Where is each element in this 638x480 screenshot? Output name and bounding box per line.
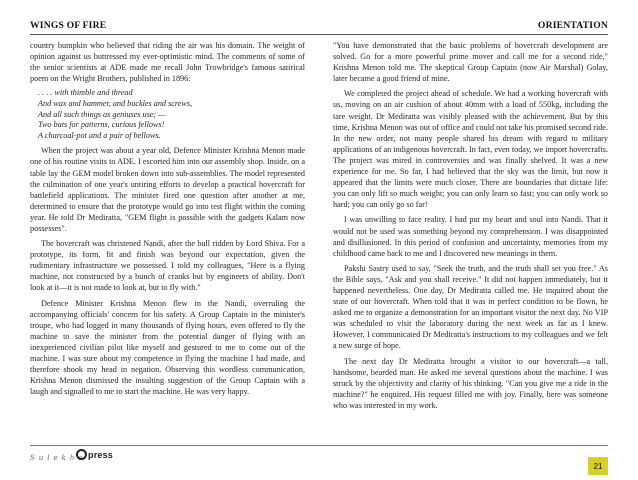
publisher-logo [76,449,113,460]
paragraph: I was unwilling to face reality. I had put my heart and soul into Nandi. That it would not be used was something beyond my comprehension. I was disappointed and disillusioned. In this period of confusion and uncertainty, memories from my childhood came back to me and I discovered new meanings in them. [333,215,608,258]
paragraph: Pakshi Sastry used to say, "Seek the truth, and the truth shall set you free." As the Bible says, "Ask and you shall receive." It did not happen immediately, but it happened nevertheless. One day, Dr Mediratta called me. He inquired about the state of our hovercraft. When told that it was in perfect condition to be flown, he asked me to organize a demonstration for an important visitor the next day. No VIP was scheduled to visit the laboratory during the next week as far as I knew. However, I communicated Dr Mediratta's instructions to my colleagues and we felt a new surge of hope. [333,263,608,351]
running-head-chapter-title: ORIENTATION [537,20,608,31]
poem-line: Two bats for patterns, curious fellows! [38,120,165,130]
poem-quote [38,88,305,141]
poem-line: And wax and hammer, and buckles and screws, [38,98,193,108]
poem-line: A charcoal-pot and a pair of bellows. [38,130,161,140]
paragraph: Defence Minister Krishna Menon flew in the Nandi, overruling the accompanying officials' concern for his safety. A Group Captain in the minister's troupe, who had logged in many thousands of flying hours, even offered to fly the machine to save the minister from the potential danger of flying with an inexperienced civilian pilot like myself and gestured to me to come out of the machine. I was sure about my competence in flying the machine I had made, and therefore shook my head in negation. Observing this wordless communication, Krishna Menon dismissed the insulting suggestion of the Group Captain with a laugh and signalled to me to start the machine. He was very happy. [30,298,305,397]
paragraph: We completed the project ahead of schedule. We had a working hovercraft with us, moving on an air cushion of about 40mm with a load of 550kg, including the tare weight. Dr Mediratta was visibly pleased with the achievement. But by this time, Krishna Menon was out of office and could not take his promised second ride. In the new order, not many people shared his dream with regard to military applications of an indigenous hovercraft. In fact, even today, we import hovercrafts. The project was mired in controversies and was finally shelved. It was a new experience for me. So far, I had believed that the sky was the limit, but now it appeared that the limits were much closer. There are boundaries that dictate life: you can only lift so much weight; you can only learn so fast; you can only work so hard; you can only go so far! [333,89,608,210]
poem-line: . . . . with thimble and thread [38,88,133,98]
poem-line: And all such things as geniuses use; — [38,109,166,119]
paragraph: The next day Dr Mediratta brought a visitor to our hovercraft—a tall, handsome, bearded man. He asked me several questions about the machine. I was struck by the objectivity and clarity of his thinking. "Can you give me a ride in the machine?" he enquired. His request filled me with joy. Finally, here was someone who was interested in my work. [333,356,608,410]
publisher-brand-text: Sulekha [30,454,87,462]
page-number: 21 [588,457,608,475]
paragraph: "You have demonstrated that the basic problems of hovercraft development are solved. Go for a more powerful prime mover and call me for a second ride," Krishna Menon told me. The skeptical Group Captain (now Air Marshal) Golay, later became a good friend of mine. [333,41,608,84]
header-rule [30,34,608,35]
paragraph: The hovercraft was christened Nandi, after the bull ridden by Lord Shiva. For a prototype, its form, fit and finish was beyond our expectation, given the rudimentary infrastructure we possessed. I told my colleagues, "Here is a flying machine, not constructed by a bunch of cranks but by engineers of ability. Don't look at it—it is not made to look at, but to fly with." [30,239,305,293]
footer-rule [30,445,608,446]
right-text-column [333,40,608,442]
paragraph: When the project was about a year old, Defence Minister Krishna Menon made one of his routine visits to ADE. I escorted him into our assembly shop. Inside, on a table lay the GEM model broken down into sub-assemblies. The model represented the culmination of one year's untiring efforts to develop a practical hovercraft for battlefield applications. The minister fired one question after another at me, determined to ensure that the prototype would go into test flight within the coming year. He told Dr Mediratta, "GEM flight is possible with the gadgets Kalam now possesses". [30,146,305,233]
logo-wordmark: press [88,449,114,460]
running-head-book-title: WINGS OF FIRE [30,20,107,31]
left-text-column [30,40,305,442]
paragraph: country bumpkin who believed that riding the air was his domain. The weight of opinion against us buttressed my ever-optimistic mind. The comments of some of the senior scientists at ADE made me recall John Trowbridge's famous satirical poem on the Wright Brothers, published in 1896: [30,41,305,84]
logo-circle-icon [76,449,87,460]
